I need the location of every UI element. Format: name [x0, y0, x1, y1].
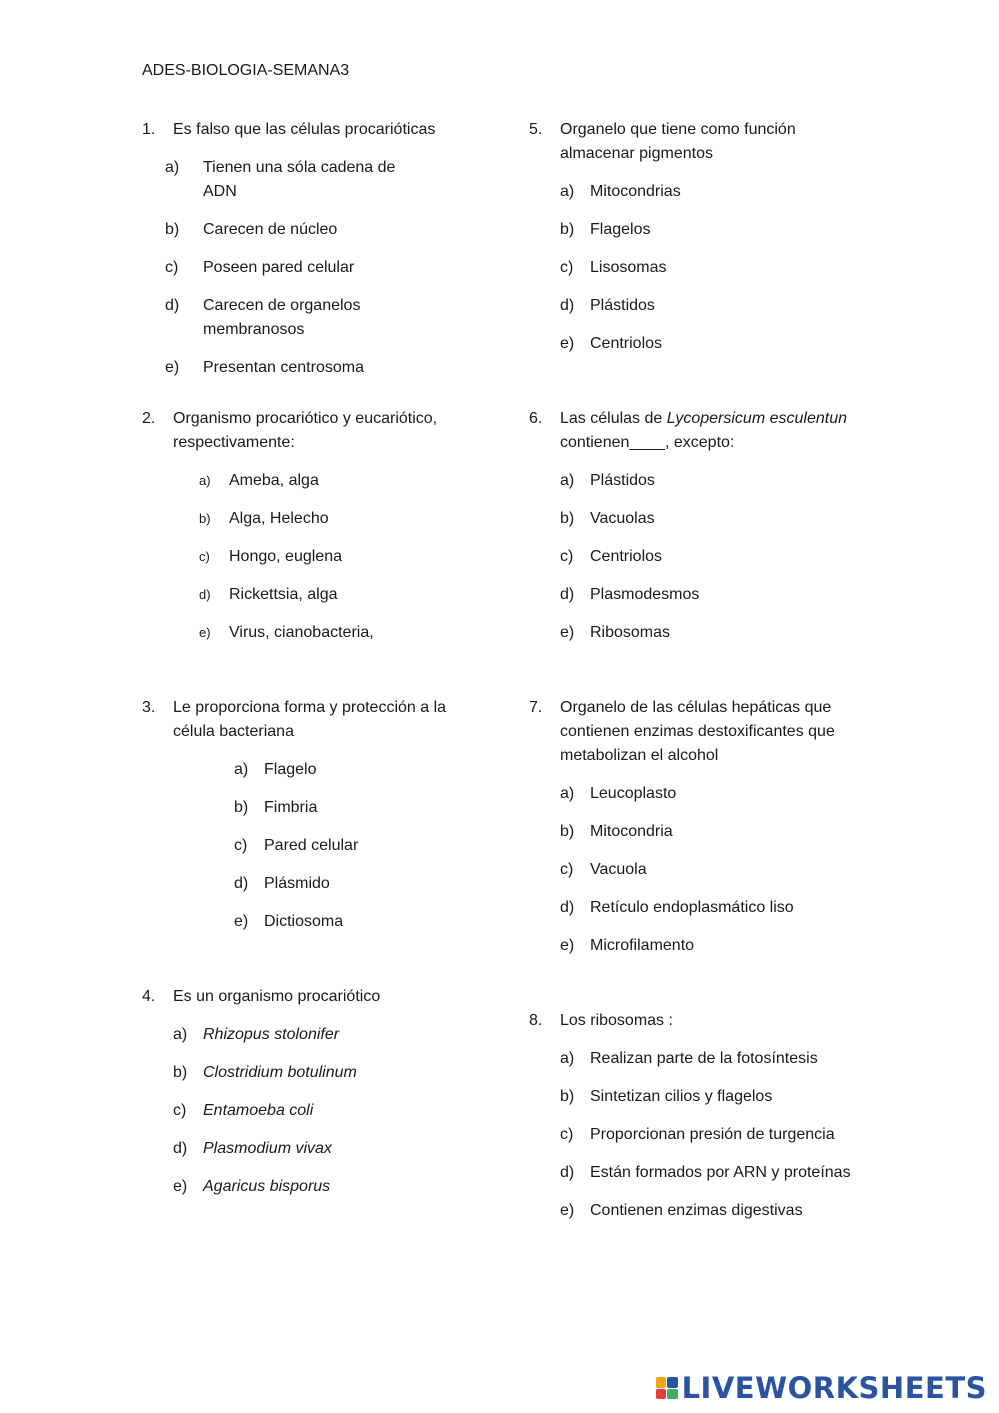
liveworksheets-brand: LIVEWORKSHEETS [681, 1371, 987, 1405]
question-prompt: Organelo que tiene como función almacenar pigmentos [560, 121, 796, 162]
species-name: Lycopersicum esculentun [666, 410, 847, 427]
question-number: 2. [142, 410, 156, 427]
option-text: Mitocondrias [590, 183, 681, 200]
option-letter: e) [560, 1202, 575, 1219]
option-text: Están formados por ARN y proteínas [590, 1164, 851, 1181]
option-a[interactable] [529, 180, 829, 204]
option-letter: c) [560, 259, 574, 276]
option-letter: d) [199, 587, 211, 602]
option-letter: b) [165, 221, 180, 238]
option-text: Plástidos [590, 472, 655, 489]
option-letter: e) [165, 359, 180, 376]
question-number: 6. [529, 410, 543, 427]
option-d[interactable] [142, 294, 373, 342]
option-letter: c) [560, 861, 574, 878]
option-text: Rickettsia, alga [229, 586, 338, 603]
option-b[interactable] [529, 507, 869, 531]
option-e[interactable] [529, 621, 869, 645]
option-text: Virus, cianobacteria, [229, 624, 374, 641]
question-6 [529, 407, 869, 645]
question-4 [142, 985, 472, 1199]
option-d[interactable] [529, 896, 869, 920]
option-letter: e) [560, 624, 575, 641]
question-prompt: Es falso que las células procarióticas [173, 121, 436, 138]
question-1 [142, 118, 472, 380]
option-text: Carecen de organelos membranosos [203, 297, 361, 338]
option-e[interactable] [529, 934, 869, 958]
option-text: Tienen una sóla cadena de ADN [203, 159, 396, 200]
question-7 [529, 696, 869, 958]
page-title: ADES-BIOLOGIA-SEMANA3 [142, 62, 350, 79]
option-text: Ribosomas [590, 624, 671, 641]
option-letter: c) [199, 549, 210, 564]
option-c[interactable] [142, 545, 462, 569]
option-letter: b) [234, 799, 249, 816]
option-text: Proporcionan presión de turgencia [590, 1126, 835, 1143]
option-c[interactable] [529, 1123, 859, 1147]
option-letter: b) [199, 511, 211, 526]
option-b[interactable] [142, 218, 422, 242]
option-a[interactable] [142, 758, 472, 782]
option-e[interactable] [529, 332, 829, 356]
option-text: Presentan centrosoma [203, 359, 364, 376]
option-text: Poseen pared celular [203, 259, 355, 276]
option-text: Sintetizan cilios y flagelos [590, 1088, 773, 1105]
option-letter: a) [165, 159, 180, 176]
option-a[interactable] [142, 1023, 472, 1047]
option-letter: c) [165, 259, 179, 276]
option-e[interactable] [529, 1199, 859, 1223]
option-text: Lisosomas [590, 259, 667, 276]
option-text: Hongo, euglena [229, 548, 342, 565]
option-text: Rhizopus stolonifer [203, 1026, 340, 1043]
option-text: Flagelo [264, 761, 317, 778]
option-text: Microfilamento [590, 937, 695, 954]
option-b[interactable] [142, 1061, 472, 1085]
option-text: Plasmodium vivax [203, 1140, 332, 1157]
option-letter: e) [173, 1178, 188, 1195]
option-letter: a) [199, 473, 211, 488]
option-letter: d) [560, 1164, 575, 1181]
option-text: Flagelos [590, 221, 651, 238]
option-letter: d) [560, 297, 575, 314]
option-letter: e) [560, 937, 575, 954]
question-prompt: Organelo de las células hepáticas que contienen enzimas destoxificantes que metabolizan el alcohol [560, 699, 835, 764]
option-e[interactable] [142, 356, 422, 380]
option-d[interactable] [529, 1161, 860, 1185]
option-letter: a) [560, 472, 575, 489]
option-a[interactable] [529, 469, 869, 493]
option-text: Ameba, alga [229, 472, 319, 489]
option-text: Plásmido [264, 875, 330, 892]
option-c[interactable] [529, 256, 829, 280]
option-text: Entamoeba coli [203, 1102, 314, 1119]
question-prompt: Organismo procariótico y eucariótico, respectivamente: [173, 410, 438, 451]
option-text: Leucoplasto [590, 785, 677, 802]
option-e[interactable] [142, 910, 472, 934]
option-d[interactable] [142, 1137, 472, 1161]
option-letter: b) [560, 510, 575, 527]
option-d[interactable] [142, 583, 462, 607]
option-letter: d) [165, 297, 180, 314]
option-letter: d) [234, 875, 249, 892]
option-e[interactable] [142, 1175, 472, 1199]
option-e[interactable] [142, 621, 462, 645]
question-number: 1. [142, 121, 156, 138]
option-c[interactable] [529, 545, 869, 569]
option-c[interactable] [142, 1099, 472, 1123]
option-text: Vacuola [590, 861, 647, 878]
option-letter: a) [560, 785, 575, 802]
option-text: Pared celular [264, 837, 359, 854]
option-letter: d) [560, 899, 575, 916]
option-letter: b) [560, 1088, 575, 1105]
question-number: 7. [529, 699, 543, 716]
option-a[interactable] [529, 1047, 859, 1071]
option-text: Plasmodesmos [590, 586, 700, 603]
option-text: Retículo endoplasmático liso [590, 899, 794, 916]
option-text: Realizan parte de la fotosíntesis [590, 1050, 818, 1067]
question-prompt-start: Las células de [560, 410, 667, 427]
option-letter: d) [560, 586, 575, 603]
option-letter: b) [560, 823, 575, 840]
question-number: 5. [529, 121, 543, 138]
option-b[interactable] [142, 796, 472, 820]
option-text: Dictiosoma [264, 913, 344, 930]
question-prompt: Es un organismo procariótico [173, 988, 381, 1005]
option-letter: e) [234, 913, 249, 930]
option-letter: e) [560, 335, 575, 352]
option-text: Fimbria [264, 799, 318, 816]
liveworksheets-logo [656, 1371, 987, 1405]
question-8 [529, 1009, 859, 1223]
option-d[interactable] [529, 294, 829, 318]
option-text: Centriolos [590, 548, 663, 565]
option-b[interactable] [142, 507, 462, 531]
liveworksheets-logo-icon [656, 1377, 678, 1399]
option-c[interactable] [142, 256, 422, 280]
option-b[interactable] [529, 1085, 859, 1109]
option-a[interactable] [142, 469, 462, 493]
question-number: 8. [529, 1012, 543, 1029]
option-letter: d) [173, 1140, 188, 1157]
question-prompt: Los ribosomas : [560, 1012, 673, 1029]
option-text: Clostridium botulinum [203, 1064, 357, 1081]
option-a[interactable] [529, 782, 869, 806]
option-d[interactable] [529, 583, 869, 607]
option-text: Centriolos [590, 335, 663, 352]
option-letter: b) [173, 1064, 188, 1081]
question-prompt-end: contienen____, excepto: [560, 434, 735, 451]
option-letter: a) [234, 761, 249, 778]
question-number: 4. [142, 988, 156, 1005]
option-c[interactable] [529, 858, 869, 882]
option-b[interactable] [529, 218, 829, 242]
option-text: Mitocondria [590, 823, 673, 840]
option-a[interactable] [142, 156, 422, 204]
option-text: Carecen de núcleo [203, 221, 338, 238]
option-text: Plástidos [590, 297, 655, 314]
option-text: Contienen enzimas digestivas [590, 1202, 803, 1219]
option-letter: a) [560, 1050, 575, 1067]
option-letter: a) [173, 1026, 188, 1043]
option-letter: c) [173, 1102, 187, 1119]
question-2 [142, 407, 462, 645]
question-prompt: Le proporciona forma y protección a la célula bacteriana [173, 699, 447, 740]
option-letter: c) [234, 837, 248, 854]
question-5 [529, 118, 829, 356]
option-letter: b) [560, 221, 575, 238]
question-3 [142, 696, 472, 934]
option-letter: e) [199, 625, 211, 640]
option-letter: a) [560, 183, 575, 200]
option-letter: c) [560, 1126, 574, 1143]
option-b[interactable] [529, 820, 869, 844]
option-d[interactable] [142, 872, 472, 896]
option-c[interactable] [142, 834, 472, 858]
option-text: Alga, Helecho [229, 510, 329, 527]
option-letter: c) [560, 548, 574, 565]
option-text: Agaricus bisporus [203, 1178, 331, 1195]
question-number: 3. [142, 699, 156, 716]
option-text: Vacuolas [590, 510, 655, 527]
